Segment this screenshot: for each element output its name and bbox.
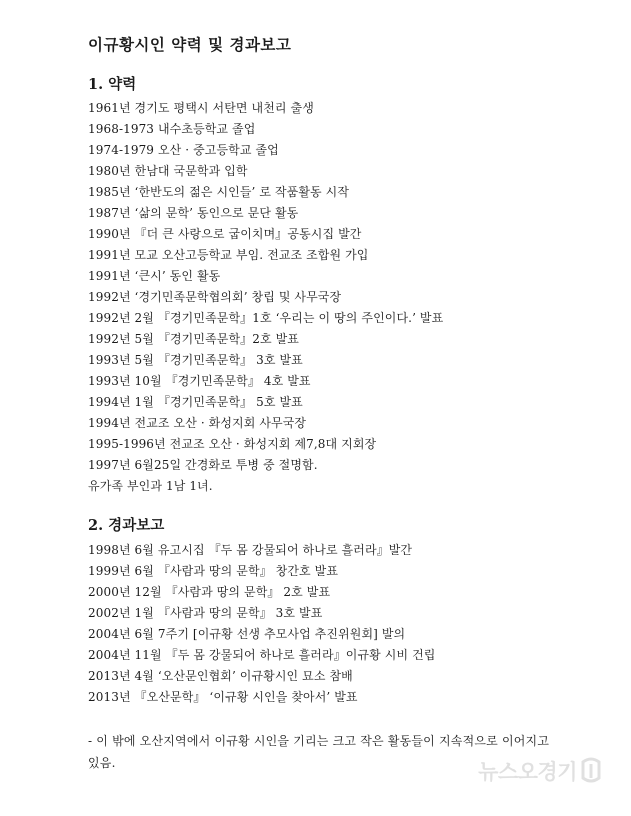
newspaper-logo-icon	[579, 756, 603, 786]
biography-entry: 1961년 경기도 평택시 서탄면 내천리 출생	[88, 101, 314, 115]
progress-entry: 2013년 『오산문학』 ‘이규황 시인을 찾아서’ 발표	[88, 690, 358, 704]
biography-entry: 1993년 10월 『경기민족문학』 4호 발표	[88, 374, 311, 388]
watermark	[478, 756, 603, 786]
biography-entry: 1987년 ‘삶의 문학’ 동인으로 문단 활동	[88, 206, 299, 220]
section-biography-title: 1. 약력	[88, 76, 137, 93]
watermark-text: 뉴스오경기	[478, 760, 577, 784]
biography-entry: 1974-1979 오산 · 중고등학교 졸업	[88, 143, 279, 157]
progress-entry: 2000년 12월 『사람과 땅의 문학』 2호 발표	[88, 585, 331, 599]
biography-entry: 1997년 6월25일 간경화로 투병 중 절명함.	[88, 458, 318, 472]
closing-note: - 이 밖에 오산지역에서 이규황 시인을 기리는 크고 작은 활동들이 지속적으로 이어지고 있음.	[88, 734, 550, 770]
biography-entry: 1992년 ‘경기민족문학협의회’ 창립 및 사무국장	[88, 290, 342, 304]
biography-entry: 1968-1973 내수초등학교 졸업	[88, 122, 256, 136]
progress-entry: 1998년 6월 유고시집 『두 몸 강물되어 하나로 흘러라』발간	[88, 543, 413, 557]
section-progress-title: 2. 경과보고	[88, 517, 165, 534]
biography-list	[88, 98, 443, 497]
biography-entry: 1992년 5월 『경기민족문학』2호 발표	[88, 332, 299, 346]
progress-entry: 1999년 6월 『사람과 땅의 문학』 창간호 발표	[88, 564, 339, 578]
biography-entry: 1991년 모교 오산고등학교 부임. 전교조 조합원 가입	[88, 248, 369, 262]
document-title: 이규황시인 약력 및 경과보고	[88, 35, 292, 54]
biography-entry: 1995-1996년 전교조 오산 · 화성지회 제7,8대 지회장	[88, 437, 377, 451]
progress-entry: 2004년 11월 『두 몸 강물되어 하나로 흘러라』이규황 시비 건립	[88, 648, 436, 662]
biography-entry: 유가족 부인과 1남 1녀.	[88, 479, 213, 493]
progress-entry: 2002년 1월 『사람과 땅의 문학』 3호 발표	[88, 606, 323, 620]
biography-entry: 1990년 『더 큰 사랑으로 굽이치며』공동시집 발간	[88, 227, 362, 241]
biography-entry: 1993년 5월 『경기민족문학』 3호 발표	[88, 353, 303, 367]
progress-report-list	[88, 540, 435, 708]
biography-entry: 1985년 ‘한반도의 젊은 시인들’ 로 작품활동 시작	[88, 185, 350, 199]
biography-entry: 1992년 2월 『경기민족문학』1호 ‘우리는 이 땅의 주인이다.’ 발표	[88, 311, 444, 325]
biography-entry: 1994년 전교조 오산 · 화성지회 사무국장	[88, 416, 307, 430]
biography-entry: 1994년 1월 『경기민족문학』 5호 발표	[88, 395, 303, 409]
biography-entry: 1991년 ‘큰시’ 동인 활동	[88, 269, 221, 283]
progress-entry: 2004년 6월 7주기 [이규황 선생 추모사업 추진위원회] 발의	[88, 627, 406, 641]
biography-entry: 1980년 한남대 국문학과 입학	[88, 164, 248, 178]
progress-entry: 2013년 4월 ‘오산문인협회’ 이규황시인 묘소 참배	[88, 669, 353, 683]
